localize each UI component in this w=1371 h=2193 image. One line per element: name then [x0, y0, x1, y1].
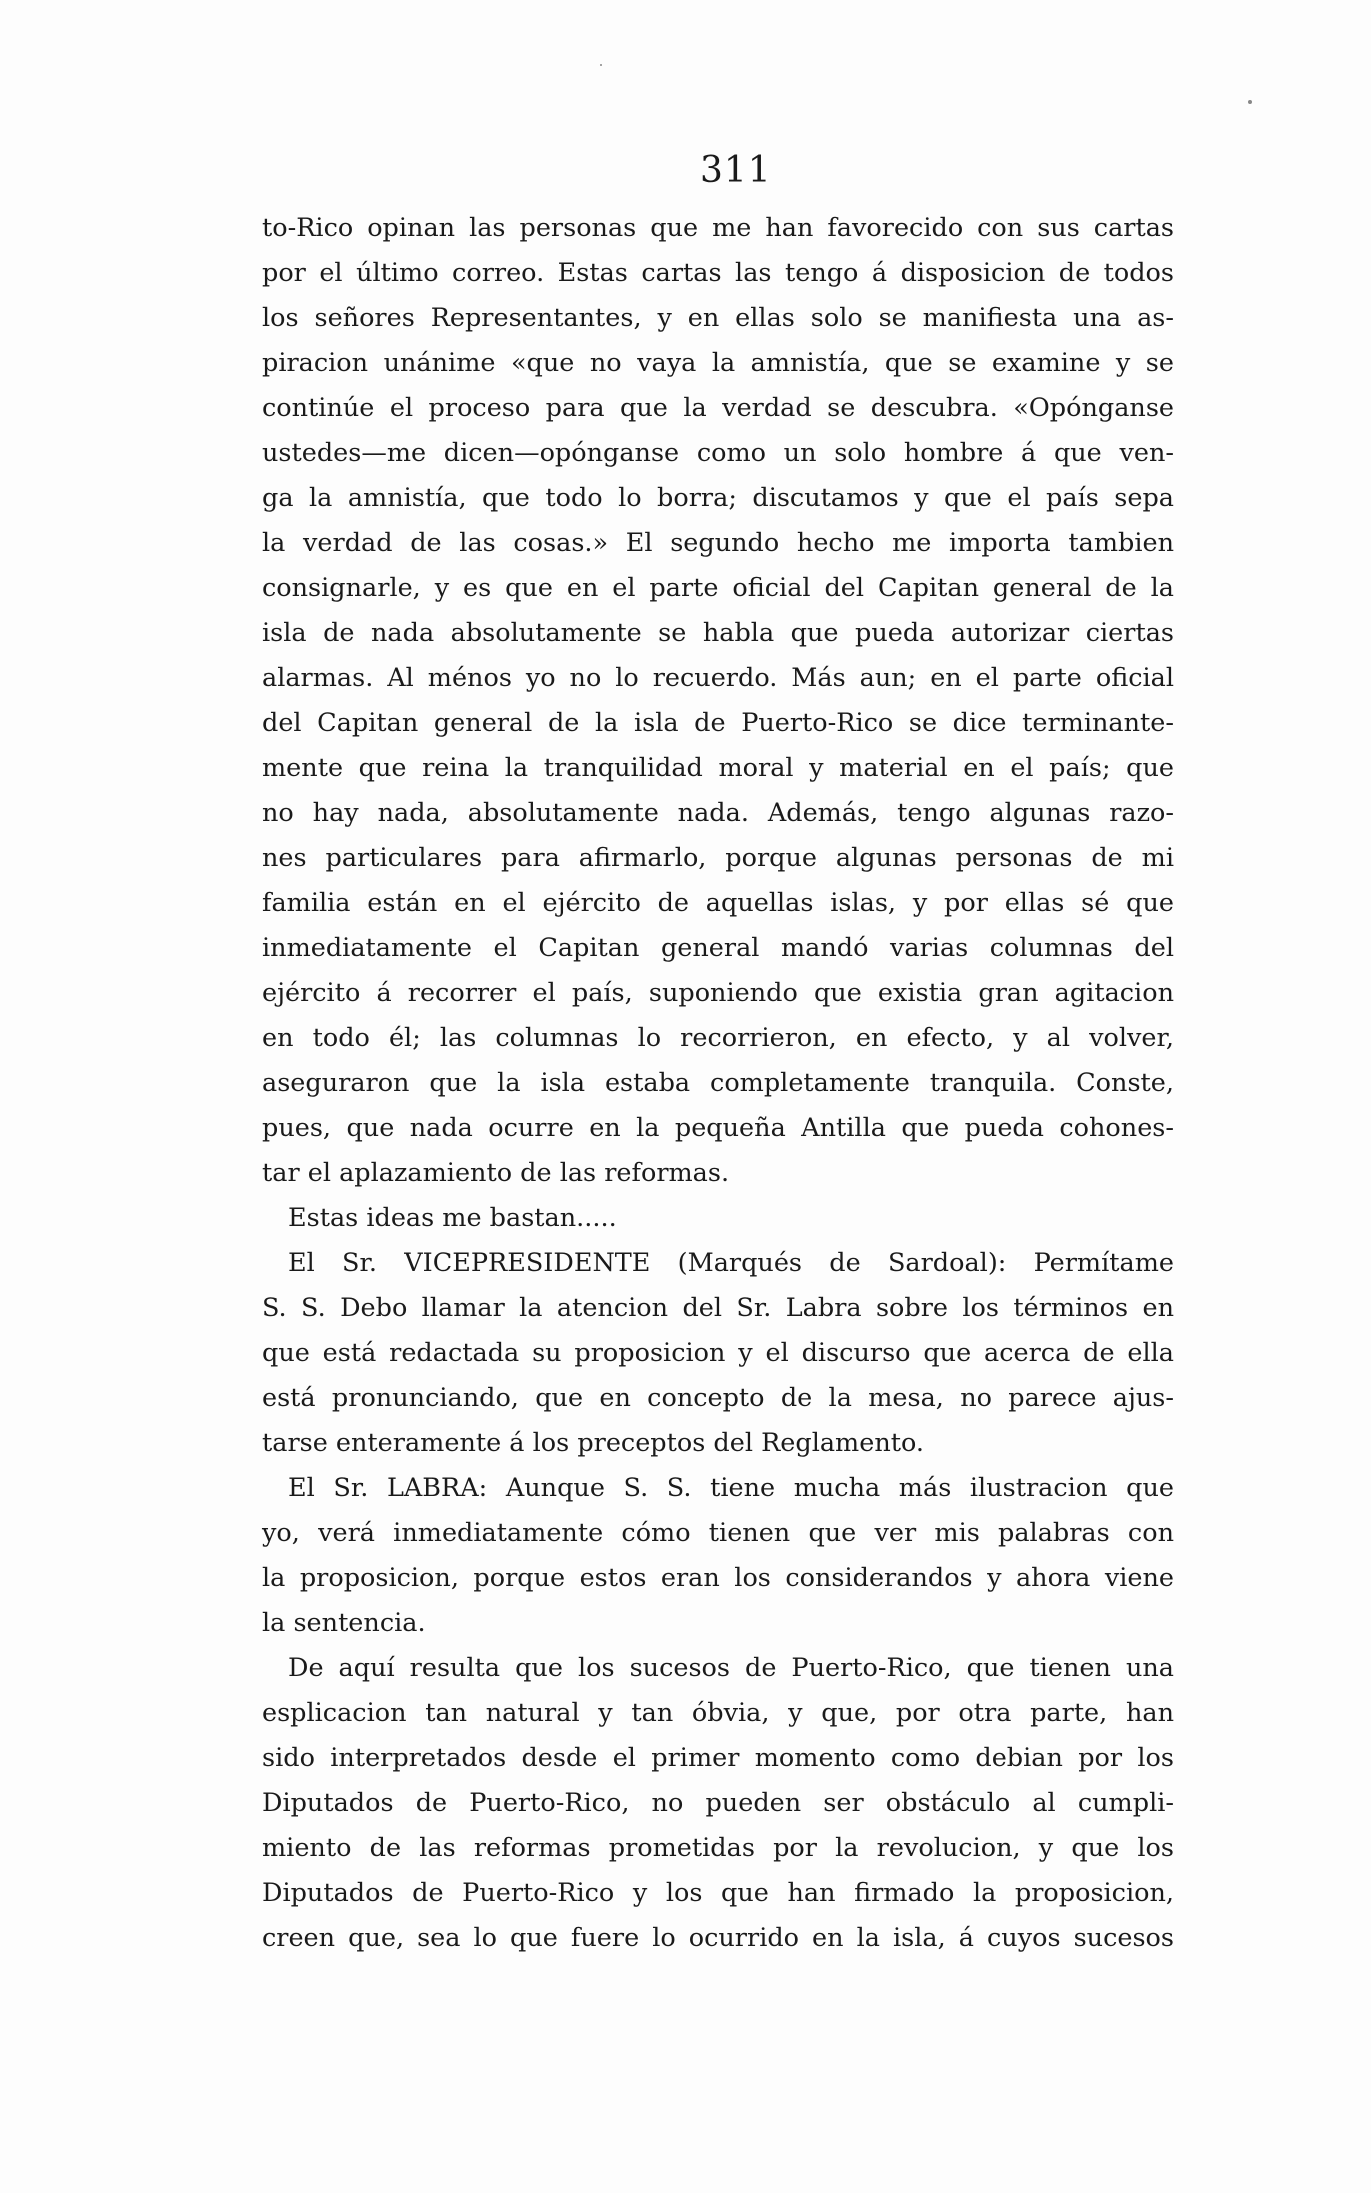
- text-line: que está redactada su proposicion y el discurso que acerca de ella: [262, 1338, 1174, 1368]
- text-line: consignarle, y es que en el parte oficial del Capitan general de la: [262, 573, 1174, 603]
- text-line: S. S. Debo llamar la atencion del Sr. Labra sobre los términos en: [262, 1293, 1174, 1323]
- text-line: ustedes—me dicen—opónganse como un solo hombre á que ven-: [262, 438, 1174, 468]
- text-line: la sentencia.: [262, 1608, 426, 1638]
- text-line: pues, que nada ocurre en la pequeña Antilla que pueda cohones-: [262, 1113, 1174, 1143]
- text-line: Diputados de Puerto-Rico, no pueden ser obstáculo al cumpli-: [262, 1788, 1174, 1818]
- text-line: to-Rico opinan las personas que me han favorecido con sus cartas: [262, 213, 1174, 243]
- speaker-line-labra: El Sr. LABRA: Aunque S. S. tiene mucha más ilustracion que: [288, 1473, 1174, 1503]
- text-line: alarmas. Al ménos yo no lo recuerdo. Más aun; en el parte oficial: [262, 663, 1174, 693]
- text-line: tar el aplazamiento de las reformas.: [262, 1158, 730, 1188]
- text-line: mente que reina la tranquilidad moral y material en el país; que: [262, 753, 1174, 783]
- text-line: inmediatamente el Capitan general mandó varias columnas del: [262, 933, 1174, 963]
- text-line: la verdad de las cosas.» El segundo hecho me importa tambien: [262, 528, 1174, 558]
- text-line: está pronunciando, que en concepto de la mesa, no parece ajus-: [262, 1383, 1174, 1413]
- text-line: nes particulares para afirmarlo, porque algunas personas de mi: [262, 843, 1174, 873]
- text-line: por el último correo. Estas cartas las tengo á disposicion de todos: [262, 258, 1174, 288]
- text-line: sido interpretados desde el primer momento como debian por los: [262, 1743, 1174, 1773]
- text-line: continúe el proceso para que la verdad se descubra. «Opónganse: [262, 393, 1174, 423]
- text-line: piracion unánime «que no vaya la amnistía, que se examine y se: [262, 348, 1174, 378]
- text-line: De aquí resulta que los sucesos de Puerto-Rico, que tienen una: [288, 1653, 1174, 1683]
- text-line: no hay nada, absolutamente nada. Además, tengo algunas razo-: [262, 798, 1174, 828]
- speaker-line-vicepresidente: El Sr. VICEPRESIDENTE (Marqués de Sardoal): Permítame: [288, 1248, 1174, 1278]
- paper-speck: [1248, 100, 1252, 104]
- text-line: esplicacion tan natural y tan óbvia, y que, por otra parte, han: [262, 1698, 1174, 1728]
- text-line: tarse enteramente á los preceptos del Reglamento.: [262, 1428, 925, 1458]
- body-text: [262, 206, 1174, 1961]
- text-line: Estas ideas me bastan.....: [288, 1203, 617, 1233]
- text-line: del Capitan general de la isla de Puerto-Rico se dice terminante-: [262, 708, 1174, 738]
- page-number: 311: [700, 150, 772, 191]
- text-line: la proposicion, porque estos eran los considerandos y ahora viene: [262, 1563, 1174, 1593]
- text-line: los señores Representantes, y en ellas solo se manifiesta una as-: [262, 303, 1174, 333]
- text-line: familia están en el ejército de aquellas islas, y por ellas sé que: [262, 888, 1174, 918]
- text-line: yo, verá inmediatamente cómo tienen que ver mis palabras con: [262, 1518, 1174, 1548]
- text-line: miento de las reformas prometidas por la revolucion, y que los: [262, 1833, 1174, 1863]
- text-line: Diputados de Puerto-Rico y los que han firmado la proposicion,: [262, 1878, 1174, 1908]
- text-line: aseguraron que la isla estaba completamente tranquila. Conste,: [262, 1068, 1174, 1098]
- text-line: ejército á recorrer el país, suponiendo que existia gran agitacion: [262, 978, 1174, 1008]
- text-line: isla de nada absolutamente se habla que pueda autorizar ciertas: [262, 618, 1174, 648]
- text-line: en todo él; las columnas lo recorrieron, en efecto, y al volver,: [262, 1023, 1174, 1053]
- text-line: ga la amnistía, que todo lo borra; discutamos y que el país sepa: [262, 483, 1174, 513]
- text-line: creen que, sea lo que fuere lo ocurrido en la isla, á cuyos sucesos: [262, 1923, 1174, 1953]
- paper-speck: [600, 64, 602, 66]
